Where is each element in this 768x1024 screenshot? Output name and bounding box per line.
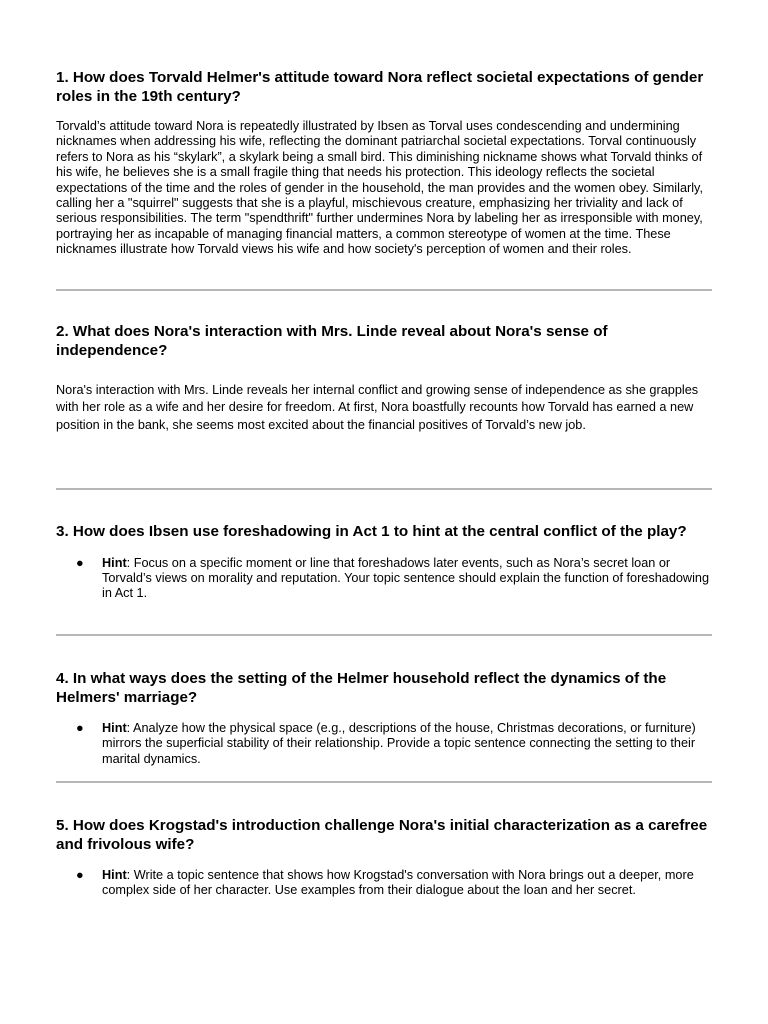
question-3-section — [56, 523, 712, 602]
question-4-section — [56, 670, 712, 767]
question-3-title: 3. How does Ibsen use foreshadowing in Act 1 to hint at the central conflict of the play? — [56, 523, 687, 540]
question-5-title: 5. How does Krogstad's introduction challenge Nora's initial characterization as a carefree and frivolous wife? — [56, 817, 708, 853]
divider-2 — [56, 488, 712, 490]
question-1-title: 1. How does Torvald Helmer's attitude toward Nora reflect societal expectations of gender roles in the 19th century? — [56, 69, 704, 105]
question-4-title: 4. In what ways does the setting of the Helmer household reflect the dynamics of the Helmers' marriage? — [56, 670, 667, 706]
divider-3 — [56, 634, 712, 636]
question-1-answer: Torvald’s attitude toward Nora is repeatedly illustrated by Ibsen as Torval uses condescending and undermining nicknames when addressing his wife, reflecting the dominant patriarchal societal expectations. Torval continuously refers to Nora as his “skylark”, a skylark being a small bird. This diminishing nickname shows what Torvald thinks of his wife, he believes she is a small fragile thing that needs his protection. This ideology reflects the societal expectations of the time and the roles of gender in the household, the man provides and the women obey. Similarly, calling her a "squirrel" suggests that she is a playful, mischievous creature, emphasizing her triviality and lack of serious responsibilities. The term "spendthrift" further undermines Nora by labeling her as irresponsible with money, portraying her as incapable of managing financial matters, a common stereotype of women at the time. These nicknames illustrate how Torvald views his wife and how society's perception of women and their roles. — [56, 119, 703, 257]
question-5-section — [56, 817, 712, 899]
divider-1 — [56, 289, 712, 291]
hint-label: Hint — [102, 868, 127, 882]
question-2-title: 2. What does Nora's interaction with Mrs. Linde reveal about Nora's sense of independence? — [56, 323, 608, 359]
hint-text: : Analyze how the physical space (e.g., descriptions of the house, Christmas decorations, or furniture) mirrors the superficial stability of their relationship. Provide a topic sentence connecting the setting to their marital dynamics. — [102, 721, 696, 766]
divider-4 — [56, 781, 712, 783]
bullet-icon: ● — [76, 555, 84, 570]
question-5-hint-list — [56, 868, 712, 899]
hint-text: : Write a topic sentence that shows how Krogstad's conversation with Nora brings out a deeper, more complex side of her character. Use examples from their dialogue about the loan and her secret. — [102, 868, 694, 898]
question-3-hint — [56, 556, 712, 602]
question-3-hint-list — [56, 556, 712, 602]
question-1-section — [56, 69, 712, 258]
hint-text: : Focus on a specific moment or line that foreshadows later events, such as Nora’s secret loan or Torvald’s views on morality and reputation. Your topic sentence should explain the function of foreshadowing in Act 1. — [102, 555, 710, 601]
question-5-hint — [56, 868, 712, 899]
question-2-section — [56, 323, 712, 434]
hint-label: Hint — [102, 555, 127, 570]
question-4-hint — [56, 721, 712, 767]
bullet-icon: ● — [76, 721, 84, 735]
question-2-answer: Nora's interaction with Mrs. Linde reveals her internal conflict and growing sense of independence as she grapples with her role as a wife and her desire for freedom. At first, Nora boastfully recounts how Torvald has earned a new position in the bank, she seems most excited about the financial positives of Torvald’s new job. — [56, 383, 699, 432]
hint-label: Hint — [102, 721, 127, 735]
question-4-hint-list — [56, 721, 712, 767]
bullet-icon: ● — [76, 868, 84, 882]
